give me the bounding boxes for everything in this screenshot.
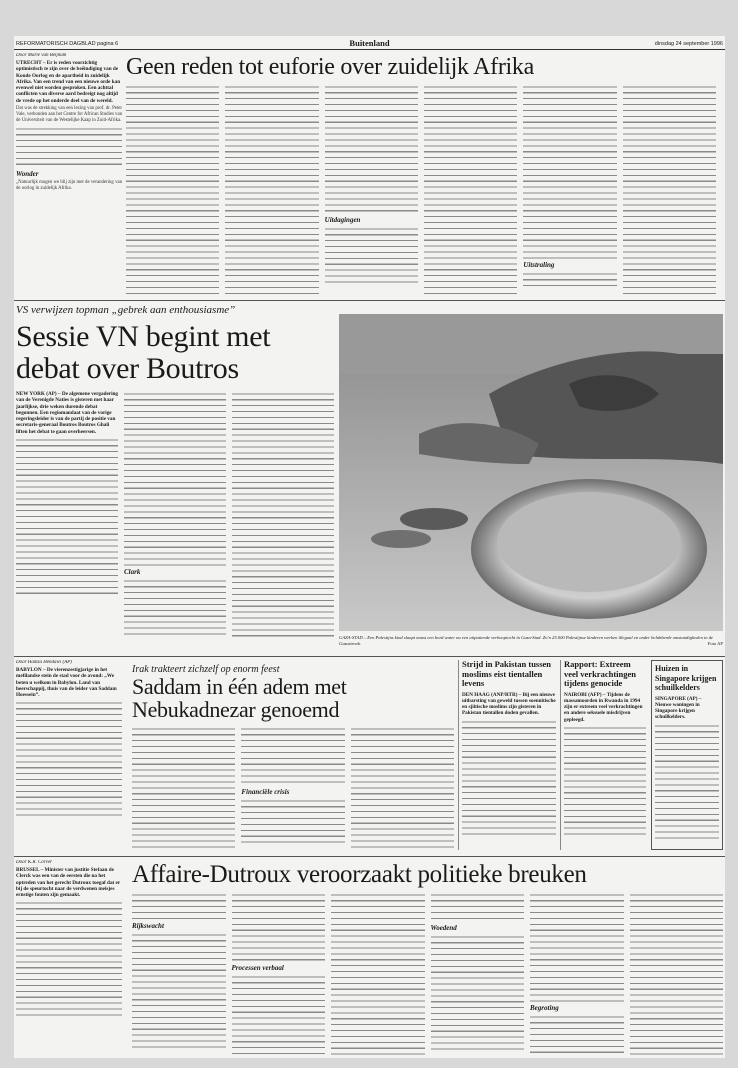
page-header xyxy=(14,36,725,50)
newspaper-page xyxy=(14,36,725,1058)
article-6-box xyxy=(651,660,723,850)
article-1-body-2: „Natuurlijk mogen we blij zijn met de verandering van de oorlog in zuidelijk Afrika. xyxy=(16,179,122,191)
photo-caption-text: GAZA-STAD – Een Palestijns kind slaapt naast een bord water na een uitputtende verkooptocht in Gaza-Stad. Zo'n 25.000 Palestijnse kinderen werken illegaal en onder belabberde omstandigheden in de Gazastrook. xyxy=(339,635,714,646)
divider xyxy=(14,856,725,857)
article-3-subhead: Financiële crisis xyxy=(241,788,290,796)
article-6-lead: SINGAPORE (AP) – Nieuwe woningen in Singapore krijgen schuilkelders. xyxy=(655,695,702,721)
article-1-body: Dat was de strekking van een lezing van prof. dr. Peter Vale, verbonden aan het Centre for African Studies van de Universiteit van de Westelijke Kaap in Zuid-Afrika. xyxy=(16,106,122,123)
article-1-text-lines xyxy=(16,126,122,168)
article-2-columns xyxy=(16,391,334,641)
section-title: Buitenland xyxy=(349,38,390,48)
column-rule xyxy=(458,660,459,850)
article-1-lead: UTRECHT – Er is reden voorzichtig optimistisch te zijn over de beëindiging van de Koude Oorlog en de apartheid in zuidelijk Afrika. Van een trend van een nieuwe orde kan evenwel niet worden gesproken. Een achttal conflicten van diverse aard bedreigt nog altijd de vrede op het onderde deel van de wereld. xyxy=(16,60,121,104)
article-4-headline: Strijd in Pakistan tussen moslims eist tientallen levens xyxy=(462,660,552,688)
article-7-byline: Door K.R. Corver xyxy=(16,860,53,865)
article-1-byline: Door Marie van Beijnum xyxy=(16,53,67,58)
article-2-headline-line-1: Sessie VN begint met xyxy=(16,320,271,353)
article-7-subhead-3: Woedend xyxy=(430,924,457,932)
article-3-headline-line-2: Nebukadnezar genoemd xyxy=(132,697,340,722)
article-7-intro xyxy=(16,860,122,1056)
photo-caption xyxy=(339,635,723,646)
article-1-subhead-2: Uitdagingen xyxy=(324,216,361,224)
article-3-intro xyxy=(16,660,122,850)
article-5-lead: NAIROBI (AFP) – Tijdens de massamoorden in Rwanda in 1994 zijn er extreem veel verkrachtingen en andere seksuele misdrijven gepleegd. xyxy=(564,691,643,723)
article-7-headline: Affaire-Dutroux veroorzaakt politieke breuken xyxy=(132,861,587,888)
article-7-lead: BRUSSEL – Minister van justitie Stefaan de Clerck was een van de eersten die na het optreden van het gerecht Dutroux toegaf dat er bij de speurtocht naar de verdwenen meisjes ernstige fouten zijn gemaakt. xyxy=(16,867,121,899)
issue-date: dinsdag 24 september 1996 xyxy=(654,41,723,47)
article-7-subhead-1: Rijkswacht xyxy=(132,922,164,930)
article-3-headline-line-1: Saddam in één adem met xyxy=(132,674,347,699)
article-2-subhead: Clark xyxy=(124,568,141,576)
article-6-headline: Huizen in Singapore krijgen schuilkelders xyxy=(655,664,717,692)
article-3-columns xyxy=(132,726,454,851)
article-3-lead: BABYLON – De vierenzestigjarige in het mefilandse stein de stad voor de avond: „We beten u welkom in Babylon. Land van heerschappij, thuis van de leider van Saddam Hoessein”. xyxy=(16,667,117,699)
article-2-lead: NEW YORK (AP) – De algemene vergadering van de Verenigde Naties is gisteren met haar jaarlijkse, drie weken durende debat begonnen. Een regiomandaat van de vorige regeringsleider is van de partij de positie van secretaris-generaal Boutros Boutros Ghali liften het debat te gaan overheersen. xyxy=(16,391,119,435)
article-1-subhead-3: Uitstraling xyxy=(523,261,555,269)
article-2-headline-line-2: debat over Boutros xyxy=(16,352,239,385)
article-1-headline: Geen reden tot euforie over zuidelijk Afrika xyxy=(126,54,534,80)
article-5-headline: Rapport: Extreem veel verkrachtingen tijdens genocide xyxy=(564,660,636,688)
child-sleeping-image xyxy=(339,314,723,631)
article-3-byline: Door Hamza Hendawi (AP) xyxy=(16,660,72,665)
photo-credit: Foto AP xyxy=(707,640,723,646)
paper-name: REFORMATORISCH DAGBLAD pagina 6 xyxy=(16,41,119,47)
article-4 xyxy=(462,660,556,850)
article-1-subhead: Wonder xyxy=(16,169,39,178)
article-7-columns xyxy=(132,892,723,1056)
article-1-intro xyxy=(16,53,122,303)
article-5 xyxy=(564,660,646,850)
divider xyxy=(14,300,725,301)
article-7-subhead-4: Begroting xyxy=(530,1004,559,1012)
article-2-kicker: VS verwijzen topman „gebrek aan enthousiasme” xyxy=(16,304,236,316)
divider xyxy=(14,656,725,657)
article-4-lead: DEN HAAG (ANP/RTR) – Bij een nieuwe uitbarsting van geweld tussen soennitische en sjiitische moslims zijn gisteren in Pakistan tientallen doden gevallen. xyxy=(462,691,556,717)
gaza-photo xyxy=(339,314,723,631)
article-7-subhead-2: Processen verbaal xyxy=(231,964,284,972)
article-1-columns xyxy=(126,84,716,294)
article-3-kicker: Irak trakteert zichzelf op enorm feest xyxy=(132,664,280,675)
column-rule xyxy=(560,660,561,850)
